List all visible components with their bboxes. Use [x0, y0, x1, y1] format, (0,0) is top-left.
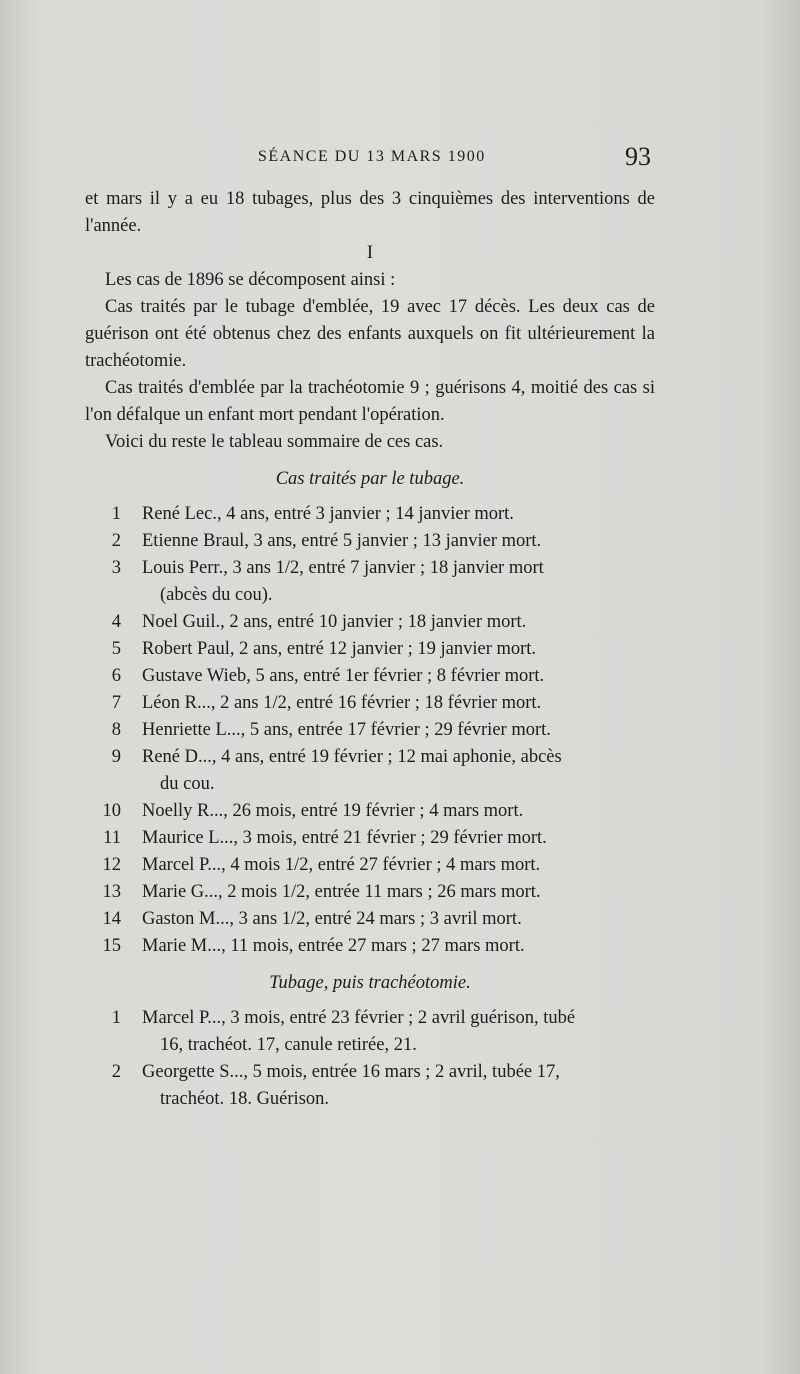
- list-item: [85, 879, 655, 906]
- list-item: [85, 825, 655, 852]
- list-item: [85, 852, 655, 879]
- list-item: [85, 501, 655, 528]
- list-item: [85, 744, 655, 798]
- case-text: [142, 1059, 655, 1113]
- case-text: [142, 906, 655, 933]
- case-text: [142, 690, 655, 717]
- list-item: [85, 609, 655, 636]
- case-text: [142, 825, 655, 852]
- section-title-tubage: Cas traités par le tubage.: [275, 469, 465, 489]
- page-number: 93: [625, 142, 651, 171]
- case-number: 8: [111, 720, 121, 740]
- list-item: [85, 717, 655, 744]
- case-text: [142, 717, 655, 744]
- case-list-tubage-tracheotomie: [85, 1005, 655, 1113]
- case-text: [142, 663, 655, 690]
- case-line-continuation: du cou.: [160, 774, 215, 794]
- case-number: 9: [111, 747, 121, 767]
- case-line-continuation: 16, trachéot. 17, canule retirée, 21.: [160, 1035, 417, 1055]
- paragraph-tubage: Cas traités par le tubage d'emblée, 19 avec 17 décès. Les deux cas de guérison ont été obtenus chez des enfants auxquels on fit ultérieurement la trachéotomie.: [85, 297, 655, 371]
- list-item: [85, 528, 655, 555]
- case-line-continuation: trachéot. 18. Guérison.: [160, 1089, 330, 1109]
- case-line: Henriette L..., 5 ans, entrée 17 février ; 29 février mort.: [142, 720, 551, 740]
- case-number: 3: [111, 558, 121, 578]
- case-line: René Lec., 4 ans, entré 3 janvier ; 14 janvier mort.: [142, 504, 514, 524]
- case-number: 12: [102, 855, 121, 875]
- list-item: [85, 690, 655, 717]
- case-line: Marcel P..., 3 mois, entré 23 février ; 2 avril guérison, tubé: [142, 1008, 576, 1028]
- case-number: 15: [102, 936, 121, 956]
- case-number: 11: [103, 828, 121, 848]
- list-item: [85, 663, 655, 690]
- case-line: Noelly R..., 26 mois, entré 19 février ; 4 mars mort.: [142, 801, 524, 821]
- case-number: 14: [102, 909, 121, 929]
- list-item: [85, 906, 655, 933]
- case-text: [142, 879, 655, 906]
- case-text: [142, 798, 655, 825]
- case-text: [142, 528, 655, 555]
- case-number: 10: [102, 801, 121, 821]
- section-numeral: I: [366, 243, 374, 263]
- case-line: Léon R..., 2 ans 1/2, entré 16 février ; 18 février mort.: [142, 693, 542, 713]
- case-number: 5: [111, 639, 121, 659]
- paragraph-continuation: et mars il y a eu 18 tubages, plus des 3 cinquièmes des interventions de l'année.: [85, 189, 655, 236]
- case-line: Louis Perr., 3 ans 1/2, entré 7 janvier ; 18 janvier mort: [142, 558, 544, 578]
- list-item: [85, 1005, 655, 1059]
- body-text: [85, 186, 655, 1113]
- case-text: [142, 501, 655, 528]
- case-number: 1: [111, 1008, 121, 1028]
- case-line: Marie M..., 11 mois, entrée 27 mars ; 27 mars mort.: [142, 936, 525, 956]
- case-line: Maurice L..., 3 mois, entré 21 février ; 29 février mort.: [142, 828, 547, 848]
- case-text: [142, 1005, 655, 1059]
- paragraph-intro: Les cas de 1896 se décomposent ainsi :: [105, 270, 396, 290]
- case-text: [142, 555, 655, 609]
- case-line: Gustave Wieb, 5 ans, entré 1er février ; 8 février mort.: [142, 666, 545, 686]
- list-item: [85, 1059, 655, 1113]
- list-item: [85, 798, 655, 825]
- case-line-continuation: (abcès du cou).: [160, 585, 273, 605]
- case-line: René D..., 4 ans, entré 19 février ; 12 mai aphonie, abcès: [142, 747, 562, 767]
- case-number: 2: [111, 1062, 121, 1082]
- section-title-tubage-tracheotomie: Tubage, puis trachéotomie.: [269, 973, 471, 993]
- paragraph-tableau: Voici du reste le tableau sommaire de ces cas.: [105, 432, 444, 452]
- case-text: [142, 744, 655, 798]
- case-number: 1: [111, 504, 121, 524]
- case-number: 6: [111, 666, 121, 686]
- case-list-tubage: [85, 501, 655, 960]
- case-number: 2: [111, 531, 121, 551]
- case-text: [142, 933, 655, 960]
- case-text: [142, 852, 655, 879]
- case-line: Gaston M..., 3 ans 1/2, entré 24 mars ; 3 avril mort.: [142, 909, 522, 929]
- list-item: [85, 933, 655, 960]
- list-item: [85, 636, 655, 663]
- case-text: [142, 636, 655, 663]
- case-line: Noel Guil., 2 ans, entré 10 janvier ; 18 janvier mort.: [142, 612, 527, 632]
- case-number: 4: [111, 612, 121, 632]
- case-line: Georgette S..., 5 mois, entrée 16 mars ; 2 avril, tubée 17,: [142, 1062, 560, 1082]
- case-line: Etienne Braul, 3 ans, entré 5 janvier ; 13 janvier mort.: [142, 531, 542, 551]
- paragraph-tracheotomie: Cas traités d'emblée par la trachéotomie 9 ; guérisons 4, moitié des cas si l'on défalque un enfant mort pendant l'opération.: [85, 378, 655, 425]
- case-number: 7: [111, 693, 121, 713]
- list-item: [85, 555, 655, 609]
- running-header: SÉANCE DU 13 MARS 1900: [258, 148, 486, 165]
- case-line: Marcel P..., 4 mois 1/2, entré 27 février ; 4 mars mort.: [142, 855, 541, 875]
- case-number: 13: [102, 882, 121, 902]
- case-line: Marie G..., 2 mois 1/2, entrée 11 mars ; 26 mars mort.: [142, 882, 541, 902]
- case-text: [142, 609, 655, 636]
- case-line: Robert Paul, 2 ans, entré 12 janvier ; 19 janvier mort.: [142, 639, 537, 659]
